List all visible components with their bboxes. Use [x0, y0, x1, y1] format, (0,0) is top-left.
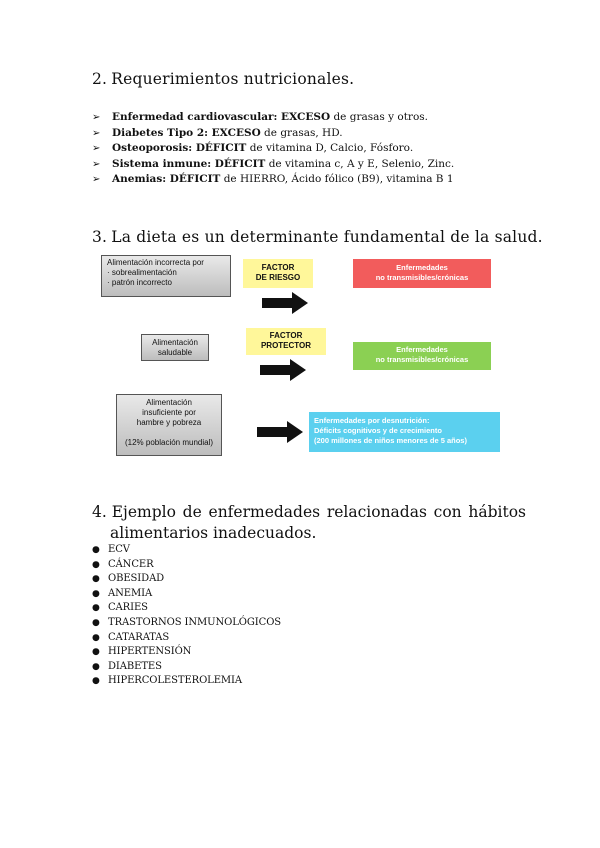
cause-label: Alimentación [146, 398, 192, 407]
arrowhead-bullet-icon: ➢ [92, 143, 101, 154]
result-label: Déficits cognitivos y de crecimiento [314, 426, 442, 435]
disease-box-malnutrition [309, 412, 500, 452]
list-item [92, 631, 281, 646]
list-item [92, 587, 281, 602]
cause-label: hambre y pobreza [136, 418, 202, 427]
result-label: Enfermedades [396, 345, 448, 354]
cause-sub: · patrón incorrecto [107, 278, 172, 287]
protective-factor-box [246, 328, 326, 355]
risk-factor-box [243, 259, 313, 288]
section-4-number: 4. [92, 503, 107, 521]
list-item [92, 674, 281, 689]
item-text: ECV [108, 544, 130, 555]
item-text: CARIES [108, 602, 148, 614]
cause-box-insufficient-diet [116, 394, 222, 456]
cause-box-healthy-diet [141, 334, 209, 361]
section-2-title: Requerimientos nutricionales. [111, 70, 355, 88]
item-text: HIPERCOLESTEROLEMIA [108, 675, 243, 687]
dot-bullet-icon: ● [92, 545, 100, 555]
item-bold: Sistema inmune: DÉFICIT [112, 157, 266, 170]
dot-bullet-icon: ● [92, 588, 100, 599]
right-arrow-icon [257, 421, 303, 443]
item-text: ANEMIA [108, 587, 153, 599]
cause-box-incorrect-diet [101, 255, 231, 297]
list-item [92, 172, 454, 188]
section-4-heading [92, 502, 526, 544]
list-item [92, 126, 454, 142]
item-text: DIABETES [108, 660, 162, 672]
dot-bullet-icon: ● [92, 676, 100, 687]
disease-box-chronic [353, 259, 491, 288]
factor-label: DE RIESGO [255, 273, 301, 282]
cause-sub: · sobrealimentación [107, 268, 177, 277]
section-2-heading [92, 70, 354, 88]
item-text: de vitamina c, A y E, Selenio, Zinc. [265, 157, 455, 170]
disease-box-chronic-protected [353, 342, 491, 370]
list-item [92, 157, 454, 173]
heading-word: relacionadas [326, 503, 427, 521]
section-3-number: 3. [92, 228, 108, 246]
item-text: de grasas, HD. [260, 126, 343, 139]
section-3-title: La dieta es un determinante fundamental de la salud. [111, 228, 543, 246]
heading-word: Ejemplo [111, 503, 176, 521]
cause-label: (12% población mundial) [124, 438, 214, 447]
arrowhead-bullet-icon: ➢ [92, 112, 101, 123]
cause-title: Alimentación incorrecta por [107, 258, 204, 267]
factor-label: FACTOR [261, 263, 295, 272]
item-text: de grasas y otros. [330, 111, 428, 123]
item-bold: Diabetes Tipo 2: EXCESO [112, 126, 261, 139]
section-2-number: 2. [92, 70, 108, 88]
heading-word: hábitos [468, 503, 526, 521]
cause-label: saludable [157, 348, 193, 357]
heading-word: enfermedades [208, 503, 321, 521]
result-label: no transmisibles/crónicas [375, 273, 469, 282]
item-text: de HIERRO, Ácido fólico (B9), vitamina B 1 [220, 173, 454, 185]
list-item [92, 141, 454, 157]
dot-bullet-icon: ● [92, 632, 100, 643]
dot-bullet-icon: ● [92, 603, 100, 614]
result-label: (200 millones de niños menores de 5 años) [314, 436, 467, 445]
list-item [92, 110, 454, 126]
right-arrow-icon [260, 359, 306, 381]
section-4-list [92, 543, 281, 689]
item-bold: Enfermedad cardiovascular: EXCESO [112, 111, 331, 123]
result-label: Enfermedades por desnutrición: [314, 416, 430, 425]
list-item [92, 601, 281, 616]
heading-word: de [182, 503, 202, 521]
cause-label: Alimentación [152, 338, 198, 347]
cause-label: insuficiente por [142, 408, 196, 417]
dot-bullet-icon: ● [92, 574, 100, 585]
dot-bullet-icon: ● [92, 559, 100, 570]
dot-bullet-icon: ● [92, 647, 100, 658]
list-item [92, 616, 281, 631]
item-bold: Anemias: DÉFICIT [112, 173, 221, 185]
list-item [92, 660, 281, 675]
item-text: de vitamina D, Calcio, Fósforo. [246, 142, 414, 154]
item-text: OBESIDAD [108, 573, 165, 585]
item-bold: Osteoporosis: DÉFICIT [112, 142, 247, 154]
dot-bullet-icon: ● [92, 617, 100, 628]
arrowhead-bullet-icon: ➢ [92, 127, 101, 139]
section-2-list [92, 110, 454, 188]
item-text: TRASTORNOS INMUNOLÓGICOS [108, 616, 282, 628]
section-3-heading [92, 228, 543, 246]
result-label: no transmisibles/crónicas [375, 355, 469, 364]
list-item [92, 558, 281, 573]
list-item [92, 572, 281, 587]
factor-label: PROTECTOR [260, 341, 312, 350]
section-4-number-and-word [92, 502, 176, 523]
factor-label: FACTOR [269, 331, 303, 340]
section-4-title-line2: alimentarios inadecuados. [110, 524, 317, 542]
list-item [92, 543, 281, 558]
dot-bullet-icon: ● [92, 661, 100, 672]
list-item [92, 645, 281, 660]
item-text: CATARATAS [108, 631, 170, 643]
item-text: HIPERTENSIÓN [108, 646, 192, 658]
heading-word: con [433, 503, 462, 521]
item-text: CÁNCER [108, 558, 154, 570]
arrowhead-bullet-icon: ➢ [92, 174, 101, 185]
right-arrow-icon [262, 292, 308, 314]
arrowhead-bullet-icon: ➢ [92, 158, 101, 170]
result-label: Enfermedades [396, 263, 448, 272]
